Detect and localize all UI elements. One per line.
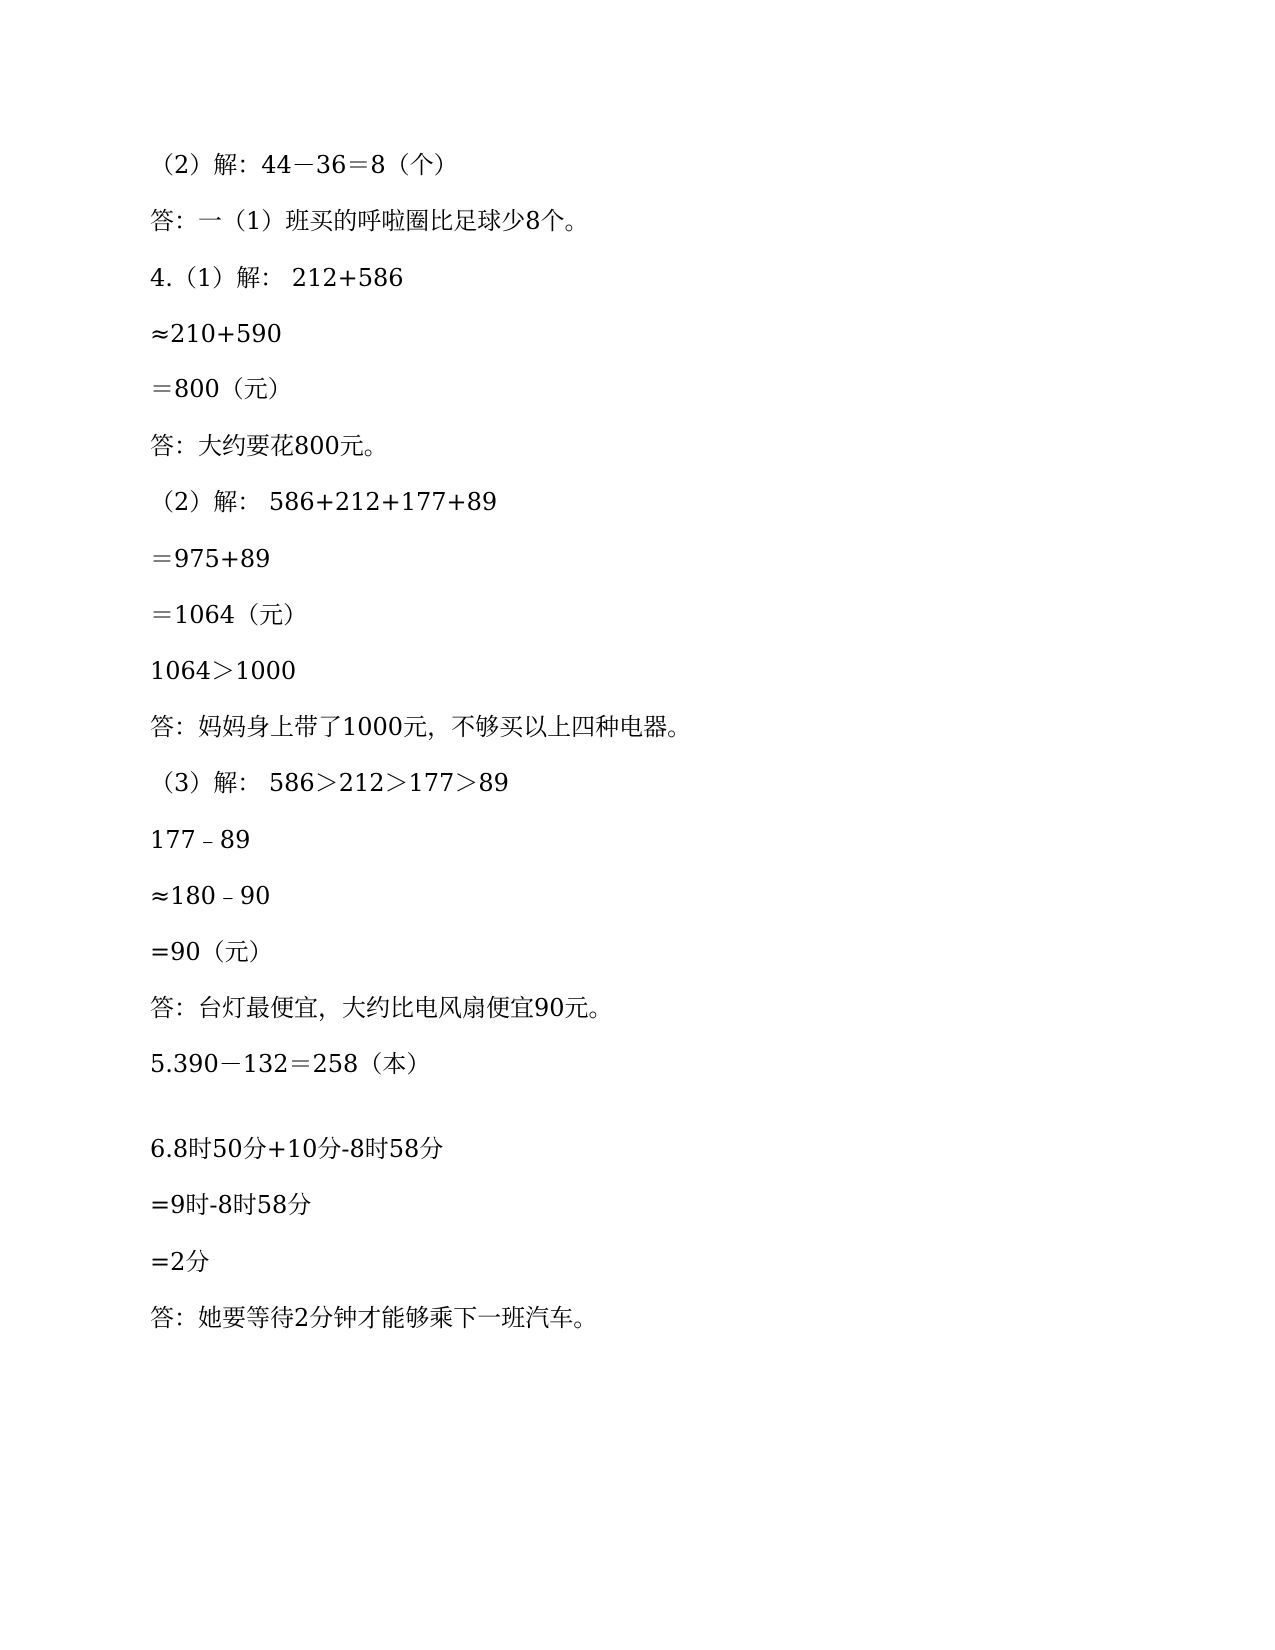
text-line: 177﹣89	[150, 826, 251, 854]
text-line: 4.（1）解： 212+586	[150, 264, 404, 292]
text-line: 答：她要等待2分钟才能够乘下一班汽车。	[150, 1304, 598, 1332]
text-line: =90（元）	[150, 938, 273, 966]
text-line: 6.8时50分+10分-8时58分	[150, 1135, 444, 1163]
text-line: （2）解：44－36＝8（个）	[150, 151, 458, 179]
text-line: ≈210+590	[150, 320, 282, 348]
text-line: 1064＞1000	[150, 657, 297, 685]
text-line: ＝800（元）	[150, 375, 292, 403]
text-line: =9时-8时58分	[150, 1191, 312, 1219]
text-line: （2）解： 586+212+177+89	[150, 488, 498, 516]
text-line: =2分	[150, 1248, 210, 1276]
text-line: 5.390－132＝258（本）	[150, 1050, 431, 1078]
text-line: 答：一（1）班买的呼啦圈比足球少8个。	[150, 207, 589, 235]
text-line: ＝975+89	[150, 545, 271, 573]
text-line: ≈180﹣90	[150, 882, 271, 910]
text-line: （3）解： 586＞212＞177＞89	[150, 769, 509, 797]
text-line: 答：台灯最便宜，大约比电风扇便宜90元。	[150, 994, 613, 1022]
text-line: 答：妈妈身上带了1000元，不够买以上四种电器。	[150, 713, 692, 741]
text-line: ＝1064（元）	[150, 601, 308, 629]
text-line: 答：大约要花800元。	[150, 432, 388, 460]
